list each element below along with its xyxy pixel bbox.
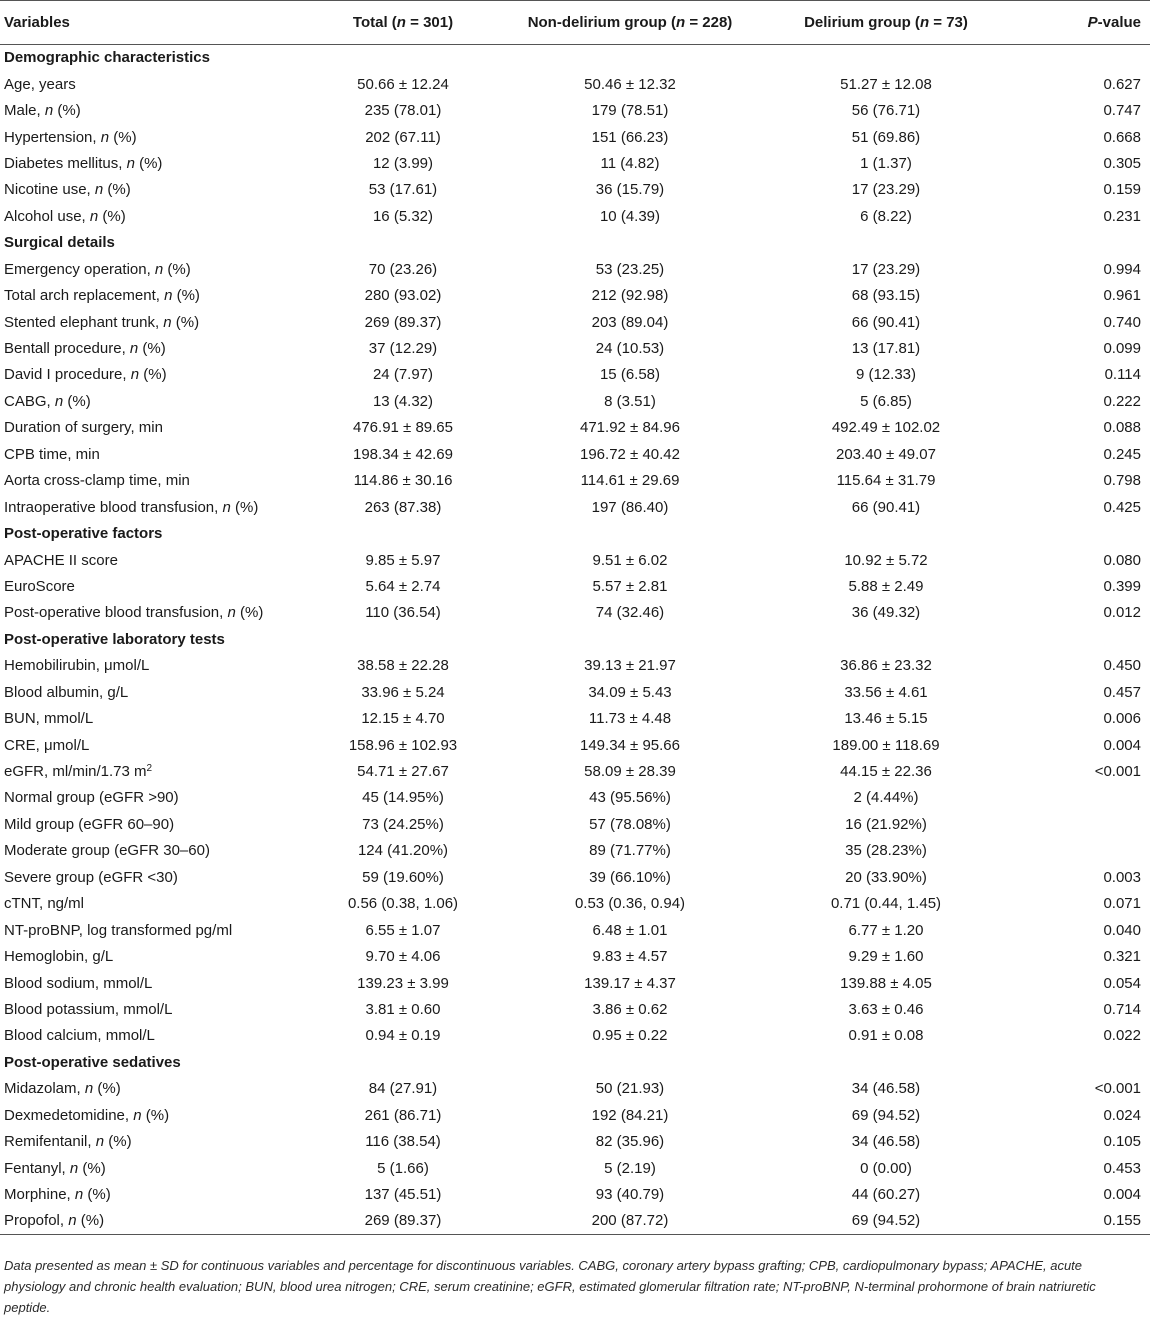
variable-label: Bentall procedure, n (%)	[4, 340, 166, 358]
p-value: 0.022	[1103, 1027, 1141, 1045]
header-variables: Variables	[0, 1, 303, 45]
table-row	[0, 653, 1150, 679]
variable-label: Morphine, n (%)	[4, 1186, 111, 1204]
table-row	[0, 282, 1150, 308]
variable-label: Stented elephant trunk, n (%)	[4, 313, 200, 331]
table-row	[0, 441, 1150, 467]
variable-label: Normal group (eGFR >90)	[4, 789, 179, 807]
non-delirium-value: 89 (71.77%)	[589, 842, 671, 860]
table-row	[0, 838, 1150, 864]
delirium-value: 69 (94.52)	[851, 1106, 921, 1124]
total-value: 269 (89.37)	[364, 313, 442, 331]
table-row	[0, 1076, 1150, 1102]
delirium-value: 66 (90.41)	[851, 313, 921, 331]
table-row	[0, 996, 1150, 1022]
non-delirium-value: 5 (2.19)	[604, 1159, 656, 1177]
total-value: 202 (67.11)	[365, 128, 441, 146]
total-value: 54.71 ± 27.67	[357, 763, 449, 781]
variable-label: Male, n (%)	[4, 102, 81, 120]
section-row	[0, 626, 1150, 652]
delirium-value: 51.27 ± 12.08	[840, 75, 932, 93]
total-value: 139.23 ± 3.99	[357, 974, 449, 992]
p-value: 0.457	[1103, 683, 1141, 701]
table-row	[0, 1023, 1150, 1049]
variable-label: Mild group (eGFR 60–90)	[4, 815, 175, 833]
section-heading: Surgical details	[4, 234, 115, 252]
p-value: 0.080	[1103, 551, 1141, 569]
non-delirium-value: 9.51 ± 6.02	[592, 551, 668, 569]
table-row	[0, 415, 1150, 441]
p-value: 0.114	[1104, 366, 1141, 384]
variable-label: Hemoglobin, g/L	[4, 948, 114, 966]
total-value: 0.56 (0.38, 1.06)	[347, 895, 459, 913]
table-row	[0, 943, 1150, 969]
total-value: 158.96 ± 102.93	[348, 736, 458, 754]
table-body	[0, 45, 1150, 1235]
p-value: 0.668	[1103, 128, 1141, 146]
non-delirium-value: 151 (66.23)	[591, 128, 669, 146]
total-value: 84 (27.91)	[368, 1080, 438, 1098]
p-value: 0.006	[1103, 710, 1141, 728]
delirium-value: 44 (60.27)	[851, 1186, 921, 1204]
total-value: 3.81 ± 0.60	[365, 1000, 441, 1018]
delirium-value: 56 (76.71)	[851, 102, 921, 120]
total-value: 5 (1.66)	[377, 1159, 429, 1177]
non-delirium-value: 50 (21.93)	[595, 1080, 665, 1098]
table-footnote: Data presented as mean ± SD for continuous variables and percentage for discontinuous variables. CABG, coronary artery bypass grafting; CPB, cardiopulmonary bypass; APACHE, acute physiology and chronic health evaluation; BUN, blood urea nitrogen; CRE, serum creatinine; eGFR, estimated glomerular filtration rate; NT-proBNP, N-terminal prohormone of brain natriuretic peptide.	[4, 1258, 1096, 1315]
variable-label: Blood sodium, mmol/L	[4, 974, 153, 992]
p-value: 0.245	[1103, 445, 1141, 463]
non-delirium-value: 5.57 ± 2.81	[592, 577, 668, 595]
p-value: 0.740	[1103, 313, 1141, 331]
non-delirium-value: 192 (84.21)	[591, 1106, 669, 1124]
p-value: 0.088	[1103, 419, 1141, 437]
table-row	[0, 494, 1150, 520]
non-delirium-value: 36 (15.79)	[595, 181, 665, 199]
variable-label: Midazolam, n (%)	[4, 1080, 121, 1098]
table-row	[0, 335, 1150, 361]
variable-label: Severe group (eGFR <30)	[4, 868, 178, 886]
delirium-value: 34 (46.58)	[851, 1080, 921, 1098]
p-value: 0.099	[1103, 340, 1141, 358]
p-value: 0.105	[1103, 1133, 1141, 1151]
table-row	[0, 256, 1150, 282]
p-value	[1015, 838, 1150, 864]
table-row	[0, 732, 1150, 758]
delirium-value: 6.77 ± 1.20	[848, 921, 924, 939]
p-value: 0.012	[1103, 604, 1141, 622]
variable-label: cTNT, ng/ml	[4, 895, 85, 913]
p-value: 0.024	[1103, 1106, 1141, 1124]
total-value: 50.66 ± 12.24	[357, 75, 449, 93]
total-value: 12.15 ± 4.70	[361, 710, 445, 728]
section-row	[0, 230, 1150, 256]
variable-label: BUN, mmol/L	[4, 710, 94, 728]
table-row	[0, 891, 1150, 917]
total-value: 6.55 ± 1.07	[365, 921, 441, 939]
table-row	[0, 150, 1150, 176]
total-value: 45 (14.95%)	[362, 789, 444, 807]
variable-label: David I procedure, n (%)	[4, 366, 167, 384]
non-delirium-value: 58.09 ± 28.39	[584, 763, 676, 781]
delirium-value: 35 (28.23%)	[845, 842, 927, 860]
table-row	[0, 679, 1150, 705]
non-delirium-value: 471.92 ± 84.96	[580, 419, 680, 437]
variable-label: CPB time, min	[4, 445, 100, 463]
non-delirium-value: 212 (92.98)	[591, 287, 669, 305]
non-delirium-value: 9.83 ± 4.57	[592, 948, 668, 966]
variable-label: APACHE II score	[4, 551, 118, 569]
section-heading: Post-operative laboratory tests	[4, 630, 225, 648]
delirium-value: 16 (21.92%)	[845, 815, 927, 833]
non-delirium-value: 57 (78.08%)	[589, 815, 671, 833]
variable-label: Emergency operation, n (%)	[4, 260, 191, 278]
total-value: 124 (41.20%)	[357, 842, 449, 860]
p-value: 0.004	[1103, 736, 1141, 754]
header-non-delirium: Non-delirium group (n = 228)	[503, 1, 757, 45]
non-delirium-value: 93 (40.79)	[595, 1186, 665, 1204]
p-value: 0.399	[1103, 577, 1141, 595]
p-value: 0.040	[1103, 921, 1141, 939]
p-value: 0.425	[1103, 498, 1141, 516]
delirium-value: 0.91 ± 0.08	[848, 1027, 924, 1045]
total-value: 116 (38.54)	[365, 1133, 441, 1151]
variable-label: Fentanyl, n (%)	[4, 1159, 106, 1177]
variable-label: NT-proBNP, log transformed pg/ml	[4, 921, 233, 939]
p-value	[1015, 785, 1150, 811]
non-delirium-value: 200 (87.72)	[503, 1208, 757, 1234]
table-row	[0, 71, 1150, 97]
table-row	[0, 1102, 1150, 1128]
delirium-value: 17 (23.29)	[851, 260, 921, 278]
table-row	[0, 547, 1150, 573]
non-delirium-value: 149.34 ± 95.66	[580, 736, 680, 754]
p-value: 0.627	[1103, 75, 1141, 93]
delirium-value: 0 (0.00)	[860, 1159, 912, 1177]
delirium-value: 68 (93.15)	[851, 287, 921, 305]
variable-label: Remifentanil, n (%)	[4, 1133, 132, 1151]
non-delirium-value: 39.13 ± 21.97	[584, 657, 676, 675]
total-value: 263 (87.38)	[364, 498, 442, 516]
table-row	[0, 177, 1150, 203]
variable-label: Blood calcium, mmol/L	[4, 1027, 155, 1045]
section-heading: Post-operative sedatives	[4, 1053, 181, 1071]
total-value: 33.96 ± 5.24	[361, 683, 445, 701]
p-value: 0.305	[1103, 154, 1141, 172]
variable-label: Blood potassium, mmol/L	[4, 1000, 173, 1018]
non-delirium-value: 39 (66.10%)	[589, 868, 671, 886]
p-value: 0.231	[1103, 207, 1141, 225]
table-row	[0, 758, 1150, 784]
variable-label: Total arch replacement, n (%)	[4, 287, 200, 305]
non-delirium-value: 8 (3.51)	[604, 392, 656, 410]
header-total: Total (n = 301)	[303, 1, 503, 45]
total-value: 261 (86.71)	[364, 1106, 442, 1124]
variable-label: Intraoperative blood transfusion, n (%)	[4, 498, 259, 516]
p-value: 0.747	[1103, 102, 1141, 120]
p-value: 0.321	[1103, 948, 1141, 966]
delirium-value: 17 (23.29)	[851, 181, 921, 199]
total-value: 110 (36.54)	[365, 604, 441, 622]
variable-label: Nicotine use, n (%)	[4, 181, 131, 199]
delirium-value: 44.15 ± 22.36	[840, 763, 932, 781]
total-value: 280 (93.02)	[364, 287, 442, 305]
delirium-value: 5 (6.85)	[860, 392, 912, 410]
delirium-value: 492.49 ± 102.02	[831, 419, 941, 437]
header-row	[0, 1, 1150, 45]
delirium-value: 2 (4.44%)	[853, 789, 919, 807]
p-value: 0.155	[1015, 1208, 1150, 1234]
variable-label: Moderate group (eGFR 30–60)	[4, 842, 210, 860]
total-value: 70 (23.26)	[368, 260, 438, 278]
non-delirium-value: 74 (32.46)	[595, 604, 665, 622]
variable-label: EuroScore	[4, 577, 75, 595]
delirium-value: 33.56 ± 4.61	[844, 683, 928, 701]
p-value: 0.159	[1103, 181, 1141, 199]
table-row	[0, 811, 1150, 837]
non-delirium-value: 197 (86.40)	[591, 498, 669, 516]
delirium-value: 10.92 ± 5.72	[844, 551, 928, 569]
p-value: 0.003	[1103, 868, 1141, 886]
total-value: 9.70 ± 4.06	[365, 948, 441, 966]
total-value: 5.64 ± 2.74	[365, 577, 441, 595]
variable-label: Dexmedetomidine, n (%)	[4, 1106, 170, 1124]
non-delirium-value: 50.46 ± 12.32	[584, 75, 676, 93]
non-delirium-value: 11 (4.82)	[600, 154, 660, 172]
table-row	[0, 917, 1150, 943]
table-row	[0, 1128, 1150, 1154]
p-value: 0.798	[1103, 472, 1141, 490]
total-value: 13 (4.32)	[372, 392, 434, 410]
total-value: 9.85 ± 5.97	[365, 551, 441, 569]
table-row	[0, 970, 1150, 996]
non-delirium-value: 139.17 ± 4.37	[584, 974, 676, 992]
total-value: 476.91 ± 89.65	[353, 419, 453, 437]
non-delirium-value: 3.86 ± 0.62	[592, 1000, 668, 1018]
total-value: 53 (17.61)	[368, 181, 438, 199]
non-delirium-value: 82 (35.96)	[595, 1133, 665, 1151]
delirium-value: 13 (17.81)	[851, 340, 921, 358]
non-delirium-value: 15 (6.58)	[599, 366, 661, 384]
delirium-value: 3.63 ± 0.46	[848, 1000, 924, 1018]
variable-label: Blood albumin, g/L	[4, 683, 129, 701]
non-delirium-value: 43 (95.56%)	[589, 789, 671, 807]
p-value: 0.071	[1103, 895, 1141, 913]
delirium-value: 51 (69.86)	[851, 128, 921, 146]
table-row	[0, 1155, 1150, 1181]
variable-label: Hypertension, n (%)	[4, 128, 137, 146]
non-delirium-value: 10 (4.39)	[599, 207, 661, 225]
section-row	[0, 520, 1150, 546]
delirium-value: 0.71 (0.44, 1.45)	[830, 895, 942, 913]
table-row	[0, 573, 1150, 599]
p-value: 0.004	[1103, 1186, 1141, 1204]
non-delirium-value: 0.95 ± 0.22	[592, 1027, 668, 1045]
p-value	[1015, 811, 1150, 837]
delirium-value: 203.40 ± 49.07	[836, 445, 936, 463]
non-delirium-value: 6.48 ± 1.01	[592, 921, 668, 939]
p-value: <0.001	[1094, 763, 1141, 781]
delirium-value: 139.88 ± 4.05	[840, 974, 932, 992]
delirium-value: 69 (94.52)	[757, 1208, 1015, 1234]
non-delirium-value: 203 (89.04)	[591, 313, 669, 331]
total-value: 0.94 ± 0.19	[365, 1027, 441, 1045]
section-row	[0, 1049, 1150, 1075]
non-delirium-value: 0.53 (0.36, 0.94)	[574, 895, 686, 913]
variable-label: Post-operative blood transfusion, n (%)	[4, 604, 264, 622]
total-value: 38.58 ± 22.28	[357, 657, 449, 675]
p-value: 0.714	[1103, 1000, 1141, 1018]
total-value: 59 (19.60%)	[362, 868, 444, 886]
table-row	[0, 309, 1150, 335]
delirium-value: 9 (12.33)	[855, 366, 917, 384]
table-row	[0, 600, 1150, 626]
total-value: 12 (3.99)	[372, 154, 434, 172]
total-value: 114.86 ± 30.16	[353, 472, 453, 490]
total-value: 198.34 ± 42.69	[353, 445, 453, 463]
delirium-value: 20 (33.90%)	[845, 868, 927, 886]
delirium-value: 36 (49.32)	[851, 604, 921, 622]
non-delirium-value: 53 (23.25)	[595, 260, 665, 278]
variable-label: Diabetes mellitus, n (%)	[4, 154, 163, 172]
variable-label: Duration of surgery, min	[4, 419, 163, 437]
p-value: <0.001	[1094, 1080, 1141, 1098]
section-row	[0, 45, 1150, 71]
total-value: 73 (24.25%)	[362, 815, 444, 833]
delirium-value: 13.46 ± 5.15	[844, 710, 928, 728]
non-delirium-value: 179 (78.51)	[591, 102, 669, 120]
non-delirium-value: 11.73 ± 4.48	[588, 710, 672, 728]
delirium-value: 9.29 ± 1.60	[848, 948, 924, 966]
delirium-value: 115.64 ± 31.79	[836, 472, 936, 490]
variable-label: CRE, μmol/L	[4, 736, 90, 754]
variable-label: CABG, n (%)	[4, 392, 91, 410]
p-value: 0.994	[1103, 260, 1141, 278]
table-row	[0, 468, 1150, 494]
section-heading: Post-operative factors	[4, 525, 163, 543]
table-header	[0, 1, 1150, 45]
delirium-value: 36.86 ± 23.32	[840, 657, 932, 675]
delirium-value: 34 (46.58)	[851, 1133, 921, 1151]
variable-label: Alcohol use, n (%)	[4, 207, 126, 225]
p-value: 0.453	[1103, 1159, 1141, 1177]
header-p-value: P-value	[1015, 1, 1150, 45]
variable-label: Propofol, n (%)	[0, 1208, 303, 1234]
p-value: 0.961	[1103, 287, 1141, 305]
p-value: 0.222	[1103, 392, 1141, 410]
table-row	[0, 362, 1150, 388]
p-value: 0.450	[1103, 657, 1141, 675]
header-delirium: Delirium group (n = 73)	[757, 1, 1015, 45]
total-value: 37 (12.29)	[368, 340, 438, 358]
delirium-value: 5.88 ± 2.49	[848, 577, 924, 595]
table-row	[0, 1181, 1150, 1207]
delirium-value: 66 (90.41)	[851, 498, 921, 516]
table-row	[0, 203, 1150, 229]
delirium-value: 6 (8.22)	[860, 207, 912, 225]
table-row	[0, 705, 1150, 731]
delirium-value: 1 (1.37)	[860, 154, 912, 172]
non-delirium-value: 34.09 ± 5.43	[588, 683, 672, 701]
table-row	[0, 388, 1150, 414]
delirium-value: 189.00 ± 118.69	[832, 736, 940, 754]
table-row	[0, 785, 1150, 811]
non-delirium-value: 196.72 ± 40.42	[580, 445, 680, 463]
variable-label: Age, years	[4, 75, 76, 93]
table-row	[0, 124, 1150, 150]
variable-label: Aorta cross-clamp time, min	[4, 472, 190, 490]
table-row	[0, 864, 1150, 890]
total-value: 24 (7.97)	[372, 366, 434, 384]
table-row	[0, 97, 1150, 123]
p-value: 0.054	[1103, 974, 1141, 992]
total-value: 16 (5.32)	[372, 207, 434, 225]
variable-label: Hemobilirubin, μmol/L	[4, 657, 150, 675]
non-delirium-value: 24 (10.53)	[595, 340, 665, 358]
total-value: 235 (78.01)	[364, 102, 442, 120]
total-value: 269 (89.37)	[303, 1208, 503, 1234]
non-delirium-value: 114.61 ± 29.69	[580, 472, 680, 490]
section-heading: Demographic characteristics	[4, 49, 210, 67]
total-value: 137 (45.51)	[364, 1186, 442, 1204]
variable-label: eGFR, ml/min/1.73 $m^2$	[4, 763, 153, 781]
table-row	[0, 1208, 1150, 1234]
